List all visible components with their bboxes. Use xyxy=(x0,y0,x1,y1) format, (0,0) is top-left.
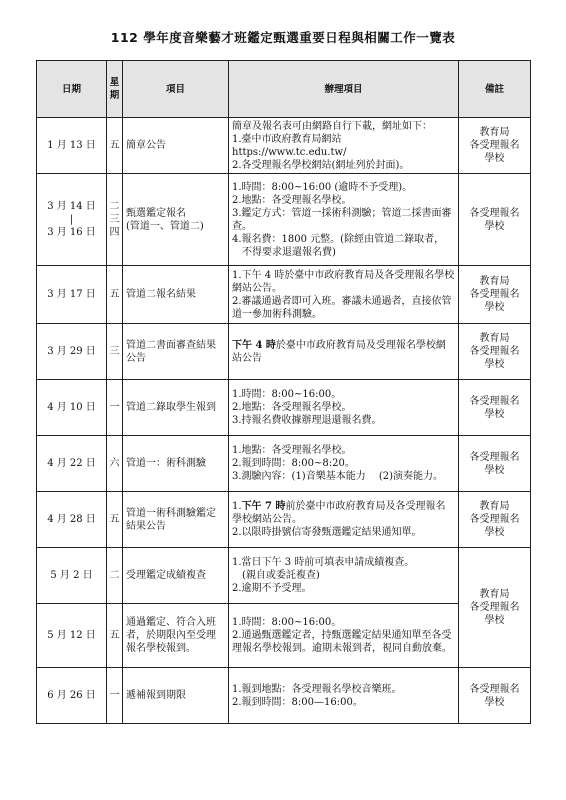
row-details xyxy=(229,118,459,174)
detail-line: 1.時間：8:00~16:00。 xyxy=(232,617,342,628)
row-details xyxy=(229,266,459,324)
row-details xyxy=(229,604,459,668)
detail-text: 前於臺中市政府教育局及各受理報名學校網站公告。 xyxy=(232,501,446,525)
row-date: 3 月 17 日 xyxy=(37,266,107,324)
table-row xyxy=(37,668,531,724)
detail-line: 1.地點：各受理報名學校。 xyxy=(232,445,352,456)
row-note: 教育局 各受理報名 學校 xyxy=(459,324,531,380)
detail-line: 2.審議通過者即可入班。審議未通過者，直接依管道一參加術科測驗。 xyxy=(232,295,452,320)
detail-line: 2.地點：各受理報名學校。 xyxy=(232,194,352,206)
row-date: 5 月 12 日 xyxy=(37,604,107,668)
table-row xyxy=(37,174,531,266)
row-date: 1 月 13 日 xyxy=(37,118,107,174)
row-weekday: 五 xyxy=(107,492,123,548)
row-date: 3 月 29 日 xyxy=(37,324,107,380)
row-item: 通過鑑定、符合入班者，於期限內至受理報名學校報到。 xyxy=(123,604,229,668)
header-details: 辦理項目 xyxy=(229,61,459,118)
row-details xyxy=(229,380,459,436)
detail-line: 1.當日下午 3 時前可填表申請成績複查。 xyxy=(232,557,415,568)
detail-line: 2.以限時掛號信寄發甄選鑑定結果通知單。 xyxy=(232,527,422,538)
row-date: 4 月 28 日 xyxy=(37,492,107,548)
detail-line: 1.臺中市政府教育局網站 xyxy=(232,133,342,145)
table-row xyxy=(37,324,531,380)
detail-line: https://www.tc.edu.tw/ xyxy=(232,146,347,158)
row-note: 教育局 各受理報名 學校 xyxy=(459,266,531,324)
row-weekday: 三 xyxy=(107,324,123,380)
row-date: 3 月 14 日 | 3 月 16 日 xyxy=(37,174,107,266)
row-note: 教育局 各受理報名 學校 xyxy=(459,118,531,174)
detail-line: 2.報到時間：8:00—16:00。 xyxy=(232,696,363,708)
row-weekday: 五 xyxy=(107,604,123,668)
row-weekday: 一 xyxy=(107,668,123,724)
detail-line: 2.各受理報名學校網站(網址列於封面)。 xyxy=(232,159,410,171)
row-weekday: 一 xyxy=(107,380,123,436)
table-row xyxy=(37,380,531,436)
row-item: 甄選鑑定報名 (管道一、管道二) xyxy=(123,174,229,266)
row-date: 6 月 26 日 xyxy=(37,668,107,724)
row-note: 各受理報名 學校 xyxy=(459,668,531,724)
row-weekday: 二 三 四 xyxy=(107,174,123,266)
header-row xyxy=(37,61,531,118)
detail-line: 1.時間：8:00~16:00。 xyxy=(232,389,342,400)
row-note: 各受理報名 學校 xyxy=(459,174,531,266)
table-row xyxy=(37,604,531,668)
detail-line: 2.逾期不予受理。 xyxy=(232,583,312,594)
detail-line: 4.報名費：1800 元整。(除經由管道二錄取者， xyxy=(232,233,445,245)
detail-line: 1.下午 4 時於臺中市政府教育局及各受理報名學校網站公告。 xyxy=(232,269,455,294)
row-note: 各受理報名 學校 xyxy=(459,380,531,436)
detail-line: (親自或委託複查) xyxy=(242,570,320,581)
detail-line: 1.報到地點：各受理報名學校音樂班。 xyxy=(232,683,402,695)
row-weekday: 五 xyxy=(107,266,123,324)
table-row xyxy=(37,436,531,492)
row-date: 5 月 2 日 xyxy=(37,548,107,604)
header-week: 星期 xyxy=(107,61,123,118)
row-details xyxy=(229,492,459,548)
row-details xyxy=(229,548,459,604)
detail-line: 3.持報名費收據辦理退還報名費。 xyxy=(232,415,382,426)
row-date: 4 月 22 日 xyxy=(37,436,107,492)
row-item: 管道二書面審查結果公告 xyxy=(123,324,229,380)
detail-text: 於臺中市政府教育局及受理報名學校網站公告 xyxy=(232,339,446,364)
row-note: 教育局 各受理報名 學校 xyxy=(459,548,531,668)
header-note: 備註 xyxy=(459,61,531,118)
detail-line: 2.報到時間：8:00~8:20。 xyxy=(232,458,355,469)
row-item: 受理鑑定成績複查 xyxy=(123,548,229,604)
row-date: 4 月 10 日 xyxy=(37,380,107,436)
detail-line: 3.測驗內容：(1)音樂基本能力 (2)演奏能力。 xyxy=(232,471,444,482)
detail-line: 簡章及報名表可由網路自行下載，網址如下： xyxy=(232,120,432,132)
detail-line: 1.下午 7 時前於臺中市政府教育局及各受理報名學校網站公告。 xyxy=(232,501,446,525)
row-weekday: 二 xyxy=(107,548,123,604)
row-weekday: 六 xyxy=(107,436,123,492)
schedule-table xyxy=(36,60,531,724)
table-row xyxy=(37,118,531,174)
detail-line: 3.鑑定方式：管道一採術科測驗；管道二採書面審查。 xyxy=(232,207,452,232)
row-item: 簡章公告 xyxy=(123,118,229,174)
row-note: 各受理報名 學校 xyxy=(459,436,531,492)
header-item: 項目 xyxy=(123,61,229,118)
detail-line: 1.時間：8:00~16:00 (逾時不予受理)。 xyxy=(232,181,413,193)
detail-emphasis: 下午 7 時 xyxy=(241,501,286,512)
row-details xyxy=(229,668,459,724)
row-details xyxy=(229,436,459,492)
detail-line: 不得要求退還報名費) xyxy=(242,246,336,258)
row-details xyxy=(229,174,459,266)
detail-emphasis: 下午 4 時 xyxy=(232,339,276,351)
row-weekday: 五 xyxy=(107,118,123,174)
detail-line: 2.地點：各受理報名學校。 xyxy=(232,402,352,413)
row-item: 遞補報到期限 xyxy=(123,668,229,724)
table-row xyxy=(37,548,531,604)
table-row xyxy=(37,266,531,324)
row-item: 管道一術科測驗鑑定結果公告 xyxy=(123,492,229,548)
row-note: 教育局 各受理報名 學校 xyxy=(459,492,531,548)
row-item: 管道二錄取學生報到 xyxy=(123,380,229,436)
page-title: 112 學年度音樂藝才班鑑定甄選重要日程與相關工作一覽表 xyxy=(110,30,456,45)
row-details xyxy=(229,324,459,380)
table-row xyxy=(37,492,531,548)
header-date: 日期 xyxy=(37,61,107,118)
detail-line: 2.通過甄選鑑定者，持甄選鑑定結果通知單至各受理報名學校報到。逾期未報到者，視同自動放棄。 xyxy=(232,630,452,654)
row-item: 管道二報名結果 xyxy=(123,266,229,324)
row-item: 管道一：術科測驗 xyxy=(123,436,229,492)
